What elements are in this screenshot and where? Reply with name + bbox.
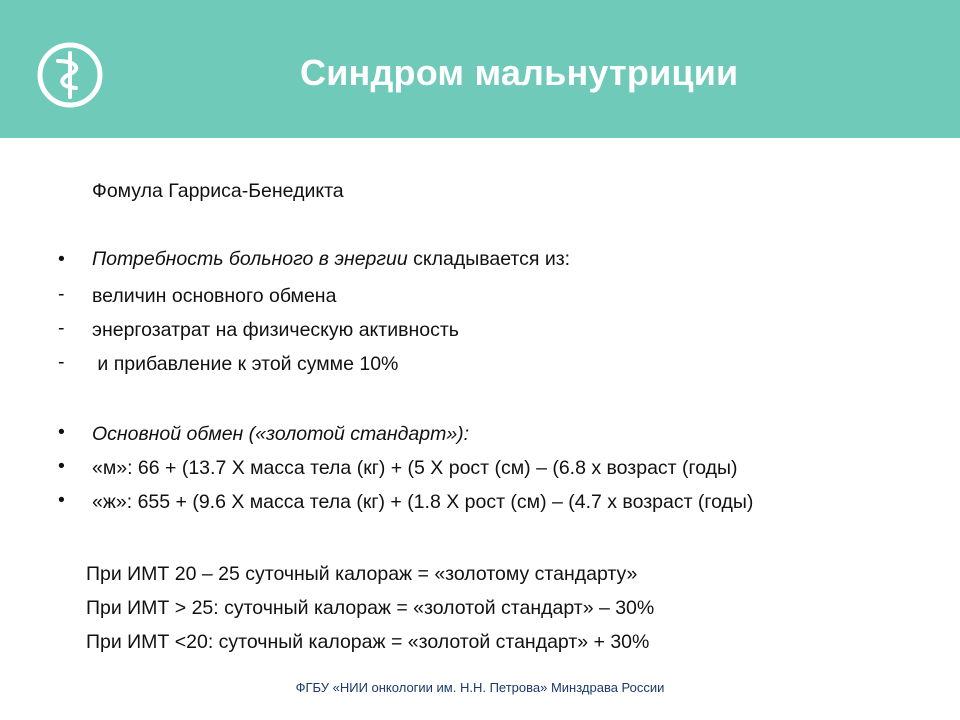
male-formula: «м»: 66 + (13.7 Х масса тела (кг) + (5 Х рост (см) – (6.8 х возраст (годы) — [92, 457, 738, 479]
bullet-marker: • — [58, 455, 65, 477]
caduceus-icon — [36, 41, 104, 109]
list-item: величин основного обмена — [92, 285, 337, 307]
header-bar — [0, 0, 960, 138]
bullet-marker: • — [58, 248, 65, 270]
footer-text: ФГБУ «НИИ онкологии им. Н.Н. Петрова» Минздрава России — [295, 680, 665, 695]
formula-subtitle: Фомула Гарриса-Бенедикта — [92, 180, 344, 202]
page-title: Синдром мальнутриции — [300, 52, 739, 93]
energy-lead-italic: Потребность больного в энергии — [92, 248, 408, 270]
energy-lead-rest: складывается из: — [407, 248, 571, 270]
dash-marker: - — [58, 283, 65, 305]
dash-marker: - — [58, 351, 65, 373]
list-item: энергозатрат на физическую активность — [92, 319, 459, 341]
dash-marker: - — [58, 317, 65, 339]
list-item: и прибавление к этой сумме 10% — [92, 353, 399, 375]
female-formula: «ж»: 655 + (9.6 Х масса тела (кг) + (1.8 Х рост (см) – (4.7 х возраст (годы) — [92, 491, 754, 513]
bmi-rule-normal: При ИМТ 20 – 25 суточный калораж = «золотому стандарту» — [86, 563, 638, 585]
bullet-marker: • — [58, 421, 65, 443]
bmi-rule-under: При ИМТ <20: суточный калораж = «золотой стандарт» + 30% — [86, 631, 650, 653]
bmi-rule-over: При ИМТ > 25: суточный калораж = «золотой стандарт» – 30% — [86, 597, 655, 619]
energy-lead — [92, 248, 570, 271]
basal-heading: Основной обмен («золотой стандарт»): — [92, 423, 470, 445]
bullet-marker: • — [58, 489, 65, 511]
